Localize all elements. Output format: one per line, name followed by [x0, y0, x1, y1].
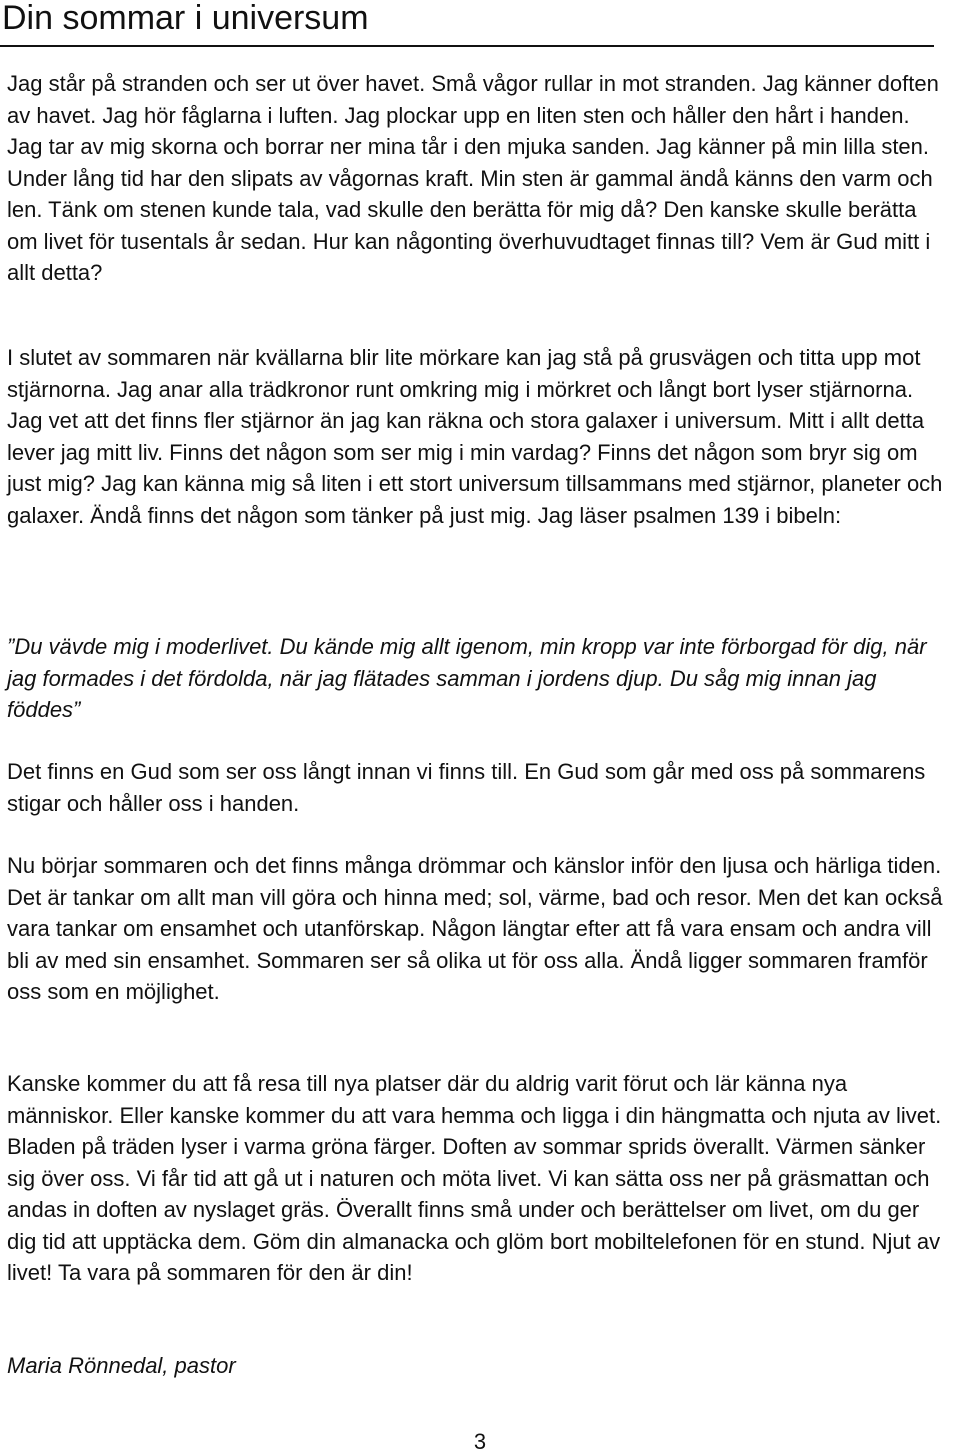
page-number: 3 [473, 1429, 487, 1454]
author-signature: Maria Rönnedal, pastor [7, 1353, 236, 1378]
paragraph-enjoy-life: Kanske kommer du att få resa till nya platser där du aldrig varit förut och lär känna nya människor. Eller kanske kommer du att vara hemma och ligga i din hängmatta och njuta av livet. Bladen på träden lyser i varma gröna färger. Doften av sommar sprids överallt. Värmen sänker sig över oss. Vi får tid att gå ut i naturen och möta livet. Vi kan sätta oss ner på gräsmattan och andas in doften av nyslaget gräs. Överallt finns små under och berättelser om livet, om du ger dig tid att upptäcka dem. Göm din almanacka och glöm bort mobiltelefonen för en stund. Njut av livet! Ta vara på sommaren för den är din! [7, 1071, 942, 1285]
paragraph-stars: I slutet av sommaren när kvällarna blir lite mörkare kan jag stå på grusvägen och titta upp mot stjärnorna. Jag anar alla trädkronor runt omkring mig i mörkret och långt bort lyser stjärnorna. Jag vet att det finns fler stjärnor än jag kan räkna och stora galaxer i universum. Mitt i allt detta lever jag mitt liv. Finns det någon som ser mig i min vardag? Finns det någon som bryr sig om just mig? Jag kan känna mig så liten i ett stort universum tillsammans med stjärnor, planeter och galaxer. Ändå finns det någon som tänker på just mig. Jag läser psalmen 139 i bibeln: [7, 345, 943, 528]
paragraph-stone: Jag står på stranden och ser ut över havet. Små vågor rullar in mot stranden. Jag känner doften av havet. Jag hör fåglarna i luften. Jag plockar upp en liten sten och håller den hårt i handen. Jag tar av mig skorna och borrar ner mina tår i den mjuka sanden. Jag känner på min lilla sten. Under lång tid har den slipats av vågornas kraft. Min sten är gammal ändå känns den varm och len. Tänk om stenen kunde tala, vad skulle den berätta för mig då? Den kanske skulle berätta om livet för tusentals år sedan. Hur kan någonting överhuvudtaget finnas till? Vem är Gud mitt i allt detta? [7, 71, 939, 285]
title-divider [0, 45, 934, 47]
paragraph-summer-dreams: Nu börjar sommaren och det finns många drömmar och känslor inför den ljusa och härliga tiden. Det är tankar om allt man vill göra och hinna med; sol, värme, bad och resor. Men det kan också vara tankar om ensamhet och utanförskap. Någon längtar efter att få vara ensam och andra vill bli av med sin ensamhet. Sommaren ser så olika ut för oss alla. Ändå ligger sommaren framför oss som en möjlighet. [7, 853, 943, 1004]
page-title: Din sommar i universum [2, 0, 369, 37]
psalm-quote: ”Du vävde mig i moderlivet. Du kände mig allt igenom, min kropp var inte förborgad för dig, när jag formades i det fördolda, när jag flätades samman i jordens djup. Du såg mig innan jag föddes” [7, 634, 927, 722]
paragraph-god: Det finns en Gud som ser oss långt innan vi finns till. En Gud som går med oss på sommarens stigar och håller oss i handen. [7, 759, 926, 816]
